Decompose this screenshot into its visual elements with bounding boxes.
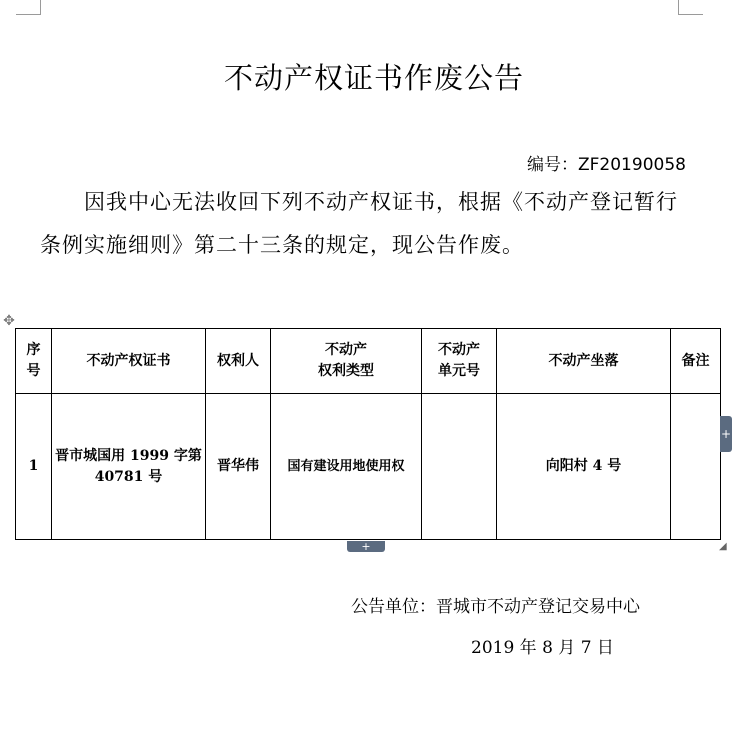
header-right-line1: 不动产 xyxy=(325,342,367,358)
add-column-button[interactable]: + xyxy=(720,416,732,452)
header-right-line2: 权利类型 xyxy=(318,363,374,379)
table-move-handle-icon[interactable]: ✥ xyxy=(3,313,15,329)
cell-location: 向阳村 4 号 xyxy=(497,394,671,540)
cell-unit-no xyxy=(422,394,497,540)
header-seq-line2: 号 xyxy=(26,363,41,379)
announcement-paragraph: 因我中心无法收回下列不动产权证书，根据《不动产登记暂行条例实施细则》第二十三条的规定，现公告作废。 xyxy=(40,190,678,257)
cell-cert-line1: 晋市城国用 1999 字第 xyxy=(55,447,202,464)
cell-cert xyxy=(52,394,206,540)
header-location: 不动产坐落 xyxy=(497,329,671,394)
add-row-button[interactable]: + xyxy=(347,541,385,552)
table-resize-handle-icon[interactable]: ◢ xyxy=(719,541,727,552)
document-number: 编号：ZF20190058 xyxy=(527,155,686,175)
cell-note xyxy=(671,394,721,540)
table-header-row xyxy=(16,329,721,394)
page-corner-mark-left xyxy=(16,0,41,15)
header-right-type xyxy=(271,329,422,394)
page-corner-mark-right xyxy=(678,0,703,15)
header-unit-no xyxy=(422,329,497,394)
certificate-table xyxy=(15,328,721,540)
header-holder: 权利人 xyxy=(206,329,271,394)
header-seq-line1: 序 xyxy=(26,342,41,358)
table-row xyxy=(16,394,721,540)
cell-seq: 1 xyxy=(16,394,52,540)
cell-cert-line2: 40781 号 xyxy=(94,468,163,485)
header-cert: 不动产权证书 xyxy=(52,329,206,394)
document-title: 不动产权证书作废公告 xyxy=(223,61,524,95)
issue-date: 2019 年 8 月 7 日 xyxy=(471,638,614,658)
header-unit-line1: 不动产 xyxy=(438,342,480,358)
header-note: 备注 xyxy=(671,329,721,394)
header-seq xyxy=(16,329,52,394)
cell-holder: 晋华伟 xyxy=(206,394,271,540)
header-unit-line2: 单元号 xyxy=(438,363,480,379)
cell-right-type: 国有建设用地使用权 xyxy=(271,394,422,540)
issuer-line: 公告单位：晋城市不动产登记交易中心 xyxy=(351,597,640,617)
